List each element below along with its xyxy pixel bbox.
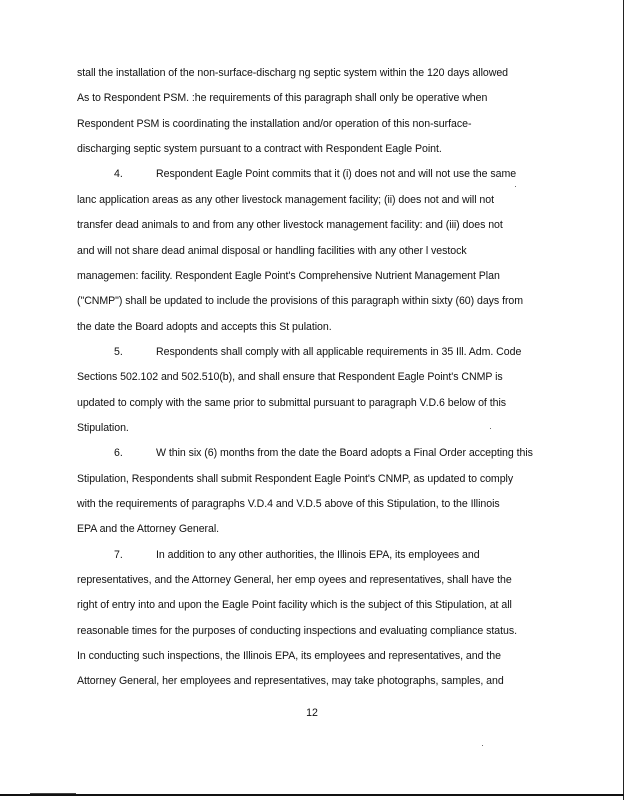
text-line: Respondent PSM is coordinating the installation and/or operation of this non-surface- xyxy=(77,118,472,130)
page-number: 12 xyxy=(306,707,318,719)
scan-speck xyxy=(490,428,491,429)
text-line: the date the Board adopts and accepts this St pulation. xyxy=(77,321,332,333)
paragraph-number: 7. xyxy=(114,549,123,561)
text-line: In addition to any other authorities, the Illinois EPA, its employees and xyxy=(156,549,480,561)
paragraph-5-first-line xyxy=(77,345,521,359)
text-line: transfer dead animals to and from any other livestock management facility: and (iii) does not xyxy=(77,219,503,231)
paragraph-4-first-line xyxy=(77,167,516,181)
text-line: representatives, and the Attorney General, her emp oyees and representatives, shall have the xyxy=(77,574,512,586)
text-line: reasonable times for the purposes of conducting inspections and evaluating compliance status. xyxy=(77,625,517,637)
text-line: As to Respondent PSM. :he requirements of this paragraph shall only be operative when xyxy=(77,92,488,104)
text-line: EPA and the Attorney General. xyxy=(77,523,220,535)
text-line: Respondents shall comply with all applicable requirements in 35 Ill. Adm. Code xyxy=(156,346,522,358)
text-line: right of entry into and upon the Eagle Point facility which is the subject of this Stipulation, at all xyxy=(77,599,512,611)
scan-speck xyxy=(482,745,483,746)
paragraph-number: 6. xyxy=(114,447,123,459)
text-line: Stipulation. xyxy=(77,422,129,434)
text-line: W thin six (6) months from the date the Board adopts a Final Order accepting this xyxy=(156,447,533,459)
paragraph-number: 5. xyxy=(114,346,123,358)
text-line: ("CNMP") shall be updated to include the provisions of this paragraph within sixty (60) days from xyxy=(77,295,524,307)
text-line: updated to comply with the same prior to submittal pursuant to paragraph V.D.6 below of this xyxy=(77,397,507,409)
text-line: Respondent Eagle Point commits that it (i) does not and will not use the same xyxy=(156,168,517,180)
text-line: managemen: facility. Respondent Eagle Point's Comprehensive Nutrient Management Plan xyxy=(77,270,500,282)
text-line: stall the installation of the non-surface-discharg ng septic system within the 120 days allowed xyxy=(77,67,509,79)
text-line: Attorney General, her employees and representatives, may take photographs, samples, and xyxy=(77,675,504,687)
scan-bottom-edge xyxy=(0,794,624,796)
text-line: with the requirements of paragraphs V.D.4 and V.D.5 above of this Stipulation, to the Illinois xyxy=(77,498,500,510)
text-line: discharging septic system pursuant to a contract with Respondent Eagle Point. xyxy=(77,143,442,155)
text-line: Sections 502.102 and 502.510(b), and shall ensure that Respondent Eagle Point's CNMP is xyxy=(77,371,503,383)
scan-speck xyxy=(515,186,516,187)
text-line: In conducting such inspections, the Illinois EPA, its employees and representatives, and the xyxy=(77,650,501,662)
text-line: lanc application areas as any other livestock management facility; (ii) does not and will not xyxy=(77,194,494,206)
paragraph-number: 4. xyxy=(114,168,123,180)
text-line: Stipulation, Respondents shall submit Respondent Eagle Point's CNMP, as updated to comply xyxy=(77,473,514,485)
text-line: and will not share dead animal disposal or handling facilities with any other l vestock xyxy=(77,245,467,257)
paragraph-6-first-line xyxy=(77,446,533,460)
paragraph-7-first-line xyxy=(77,548,480,562)
